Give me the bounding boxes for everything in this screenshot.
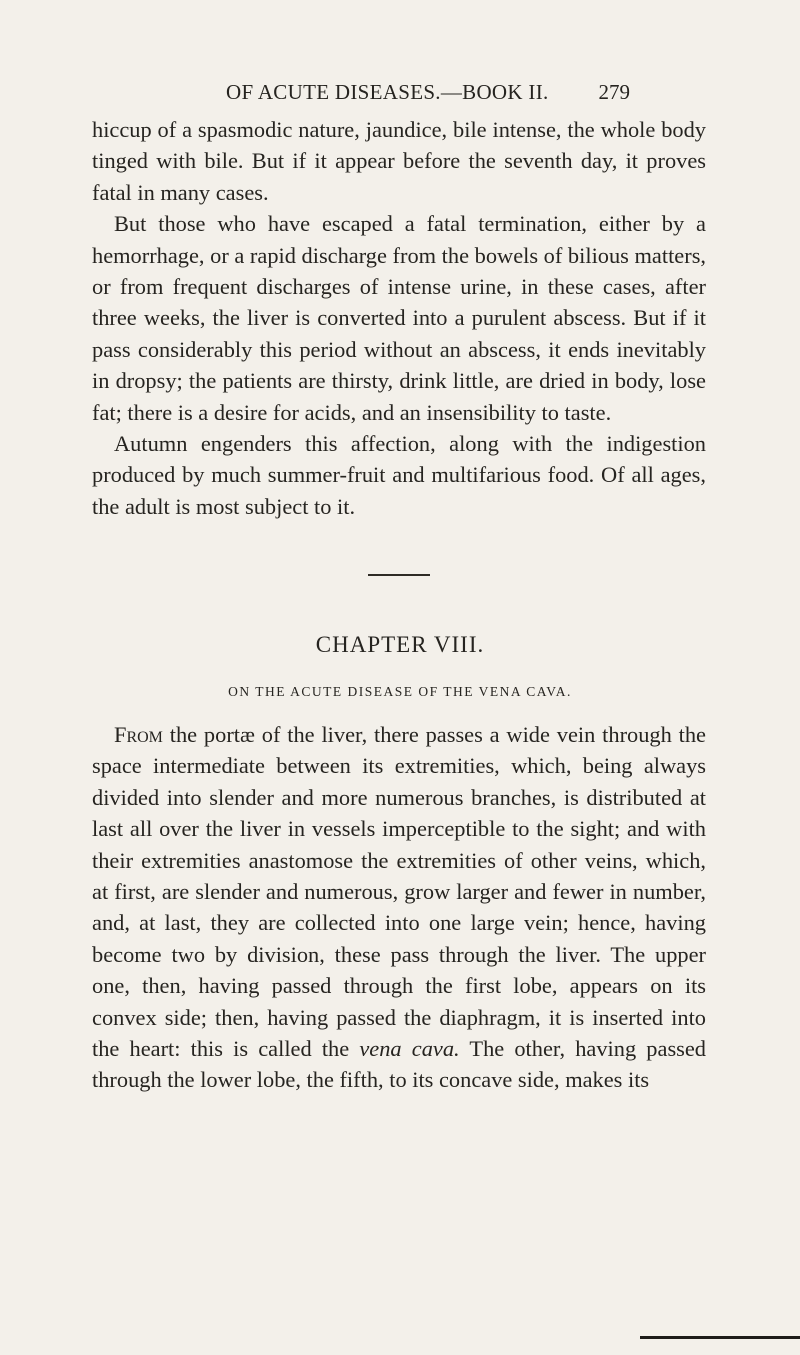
running-title: OF ACUTE DISEASES.—BOOK II.: [226, 80, 549, 104]
section-divider: [368, 574, 430, 576]
chapter-paragraph: [92, 719, 706, 1096]
paragraph: But those who have escaped a fatal termination, either by a hemorrhage, or a rapid discharge from the bowels of bilious matters, or from frequent discharges of intense urine, in these cases, after three weeks, the liver is converted into a purulent abscess. But if it pass considerably this period without an abscess, it ends inevitably in dropsy; the patients are thirsty, drink little, are dried in body, lose fat; there is a desire for acids, and an insensibility to taste.: [92, 211, 706, 425]
body-text-top: [92, 114, 706, 522]
chapter-text-part: The other, having passed through the lower lobe, the fifth, to its concave side, makes its: [92, 1036, 707, 1093]
chapter-subtitle: ON THE ACUTE DISEASE OF THE VENA CAVA.: [228, 684, 572, 699]
running-head: [200, 80, 630, 110]
chapter-title: CHAPTER VIII.: [315, 632, 485, 657]
scan-edge-line: [640, 1336, 800, 1339]
chapter-body-text: [92, 719, 706, 1096]
paragraph: Autumn engenders this affection, along with the indigestion produced by much summer-fruit and multifarious food. Of all ages, the adult is most subject to it.: [92, 431, 706, 519]
opening-word: From: [114, 722, 163, 747]
italic-term: vena cava.: [359, 1036, 460, 1062]
page-number: 279: [598, 80, 630, 104]
chapter-text-part: the portæ of the liver, there passes a wide vein through the space intermediate between its extremities, which, being always divided into slender and more numerous branches, is distributed at last all over the liver in vessels imperceptible to the sight; and with their extremities anastomose the extremities of other veins, which, at first, are slender and numerous, grow larger and fewer in number, and, at last, they are collected into one large vein; hence, having become two by division, these pass through the liver. The upper one, then, having passed through the first lobe, appears on its convex side; then, having passed the diaphragm, it is inserted into the heart: this is called the: [92, 722, 706, 1062]
paragraph-continued: hiccup of a spasmodic nature, jaundice, bile intense, the whole body tinged with bile. But if it appear before the seventh day, it proves fatal in many cases.: [92, 117, 706, 205]
